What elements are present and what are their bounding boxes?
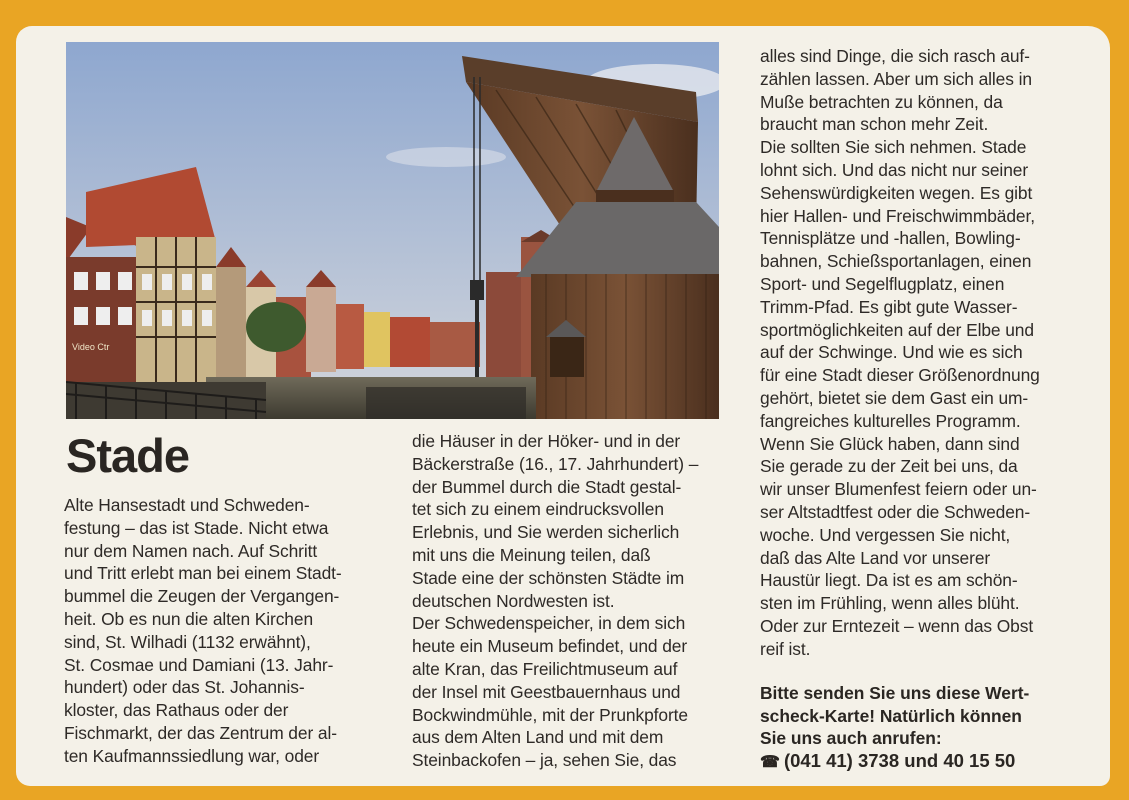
text-column-2: die Häuser in der Höker- und in der Bäckerstraße (16., 17. Jahrhundert) – der Bummel durch die Stadt gestal- tet sich zu einem eindrucksvollen Erlebnis, und Sie werden sicherlich mit uns die Meinung teilen, daß Stade eine der schönsten Städte im deutschen Nordwesten ist. Der Schwedenspeicher, in dem sich heute ein Museum befindet, und der alte Kran, das Freilichtmuseum auf der Insel mit Geestbauernhaus und Bockwindmühle, mit der Prunkpforte aus dem Alten Land und mit dem Steinbackofen – ja, sehen Sie, das <box>412 431 699 771</box>
harbour-photo <box>66 42 719 419</box>
phone-line <box>760 750 1015 772</box>
text-column-1: Alte Hansestadt und Schweden- festung – das ist Stade. Nicht etwa nur dem Namen nach. Auf Schritt und Tritt erlebt man bei einem Stadt- bummel die Zeugen der Vergangen- heit. Ob es nun die alten Kirchen sind, St. Wilhadi (1132 erwähnt), St. Cosmae und Damiani (13. Jahr- hundert) oder das St. Johannis- kloster, das Rathaus oder der Fischmarkt, der das Zentrum der al- ten Kaufmannssiedlung war, oder <box>64 495 342 766</box>
page-title: Stade <box>66 429 189 482</box>
shop-sign: Video Ctr <box>72 342 110 352</box>
stade-harbour-illustration <box>66 42 719 419</box>
telephone-icon: ☎ <box>760 754 780 771</box>
text-column-3: alles sind Dinge, die sich rasch auf- zählen lassen. Aber um sich alles in Muße betrachten zu können, da braucht man schon mehr Zeit. Die sollten Sie sich nehmen. Stade lohnt sich. Und das nicht nur seiner Sehenswürdigkeiten wegen. Es gibt hier Hallen- und Freischwimmbäder, Tennisplätze und -hallen, Bowling- bahnen, Schießsportanlagen, einen Sport- und Segelflugplatz, einen Trimm-Pfad. Es gibt gute Wasser- sportmöglichkeiten auf der Elbe und auf der Schwinge. Und wie es sich für eine Stadt dieser Größenordnung gehört, bietet sie dem Gast ein um- fangreiches kulturelles Programm. Wenn Sie Glück haben, dann sind Sie gerade zu der Zeit bei uns, da wir unser Blumenfest feiern oder un- ser Altstadtfest oder die Schweden- woche. Und vergessen Sie nicht, daß das Alte Land vor unserer Haustür liegt. Da ist es am schön- sten im Frühling, wenn alles blüht. Oder zur Erntezeit – wenn das Obst reif ist. <box>760 46 1040 659</box>
phone-number[interactable]: (041 41) 3738 und 40 15 50 <box>783 750 1016 771</box>
call-to-action: Bitte senden Sie uns diese Wert- scheck-Karte! Natürlich können Sie uns auch anrufen: <box>760 683 1030 749</box>
